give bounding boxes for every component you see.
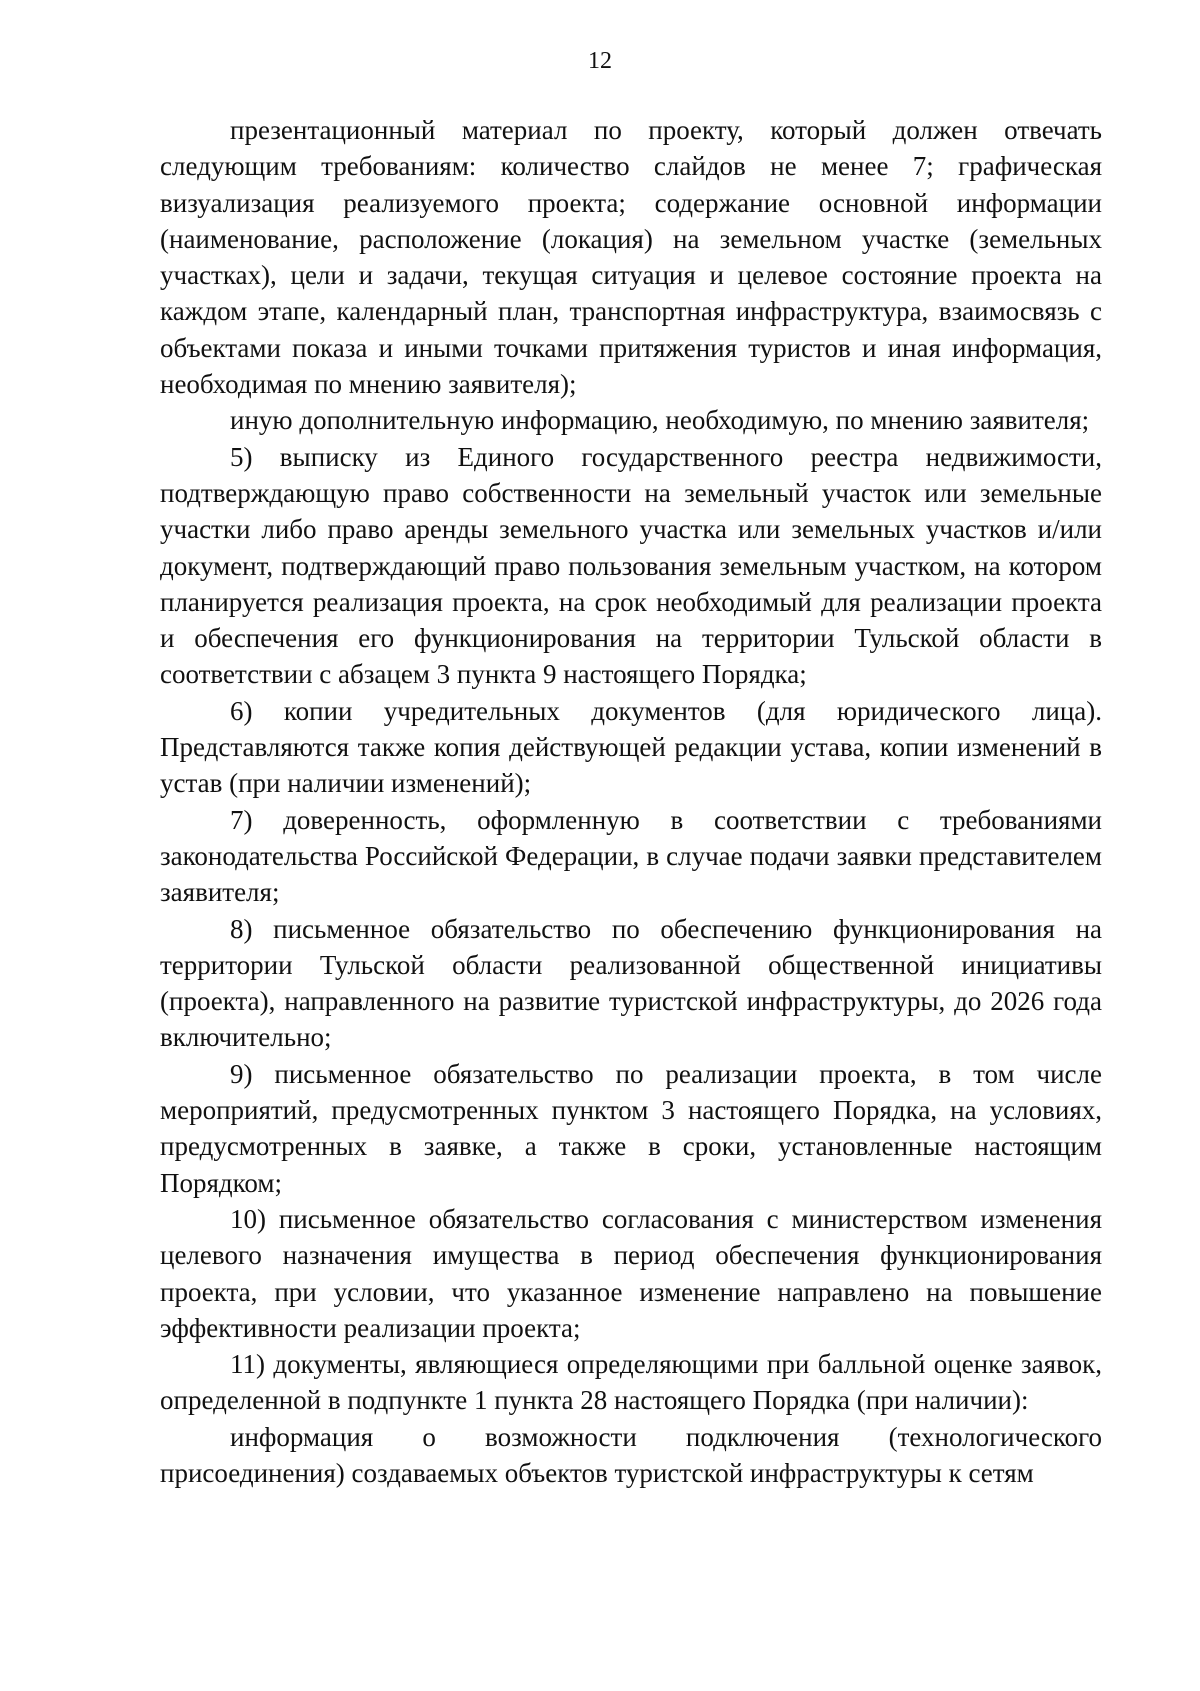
paragraph-item-10-approval-obligation: 10) письменное обязательство согласования с министерством изменения целевого назначения имущества в период обеспечения функционирования проекта, при условии, что указанное изменение направлено на повышение эффективности реализации проекта; [160, 1203, 1102, 1343]
paragraph-item-9-implementation-obligation: 9) письменное обязательство по реализации проекта, в том числе мероприятий, предусмотренных пунктом 3 настоящего Порядка, на условиях, предусмотренных в заявке, а также в сроки, установленные настоящим Порядком; [160, 1058, 1102, 1198]
paragraph-additional-information: иную дополнительную информацию, необходимую, по мнению заявителя; [230, 405, 1090, 436]
paragraph-connection-information: информация о возможности подключения (технологического присоединения) создаваемых объектов туристской инфраструктуры к сетям [160, 1421, 1102, 1488]
paragraph-presentation-material: презентационный материал по проекту, который должен отвечать следующим требованиям: количество слайдов не менее 7; графическая визуализация реализуемого проекта; содержание основной информации (наименование, расположение (локация) на земельном участке (земельных участках), цели и задачи, текущая ситуация и целевое состояние проекта на каждом этапе, календарный план, транспортная инфраструктура, взаимосвязь с объектами показа и иными точками притяжения туристов и иная информация, необходимая по мнению заявителя); [160, 115, 1102, 400]
page-number: 12 [588, 48, 612, 74]
paragraph-item-11-scoring-documents: 11) документы, являющиеся определяющими при балльной оценке заявок, определенной в подпункте 1 пункта 28 настоящего Порядка (при наличии): [160, 1349, 1102, 1416]
paragraph-item-5-egrn-extract: 5) выписку из Единого государственного реестра недвижимости, подтверждающую право собственности на земельный участок или земельные участки либо право аренды земельного участка или земельных участков и/или документ, подтверждающий право пользования земельным участком, на котором планируется реализация проекта, на срок необходимый для реализации проекта и обеспечения его функционирования на территории Тульской области в соответствии с абзацем 3 пункта 9 настоящего Порядка; [160, 441, 1102, 690]
paragraph-item-6-founding-documents: 6) копии учредительных документов (для юридического лица). Представляются также копия действующей редакции устава, копии изменений в устав (при наличии изменений); [160, 695, 1102, 799]
paragraph-item-7-power-of-attorney: 7) доверенность, оформленную в соответствии с требованиями законодательства Российской Федерации, в случае подачи заявки представителем заявителя; [160, 804, 1102, 908]
paragraph-item-8-operation-obligation: 8) письменное обязательство по обеспечению функционирования на территории Тульской области реализованной общественной инициативы (проекта), направленного на развитие туристской инфраструктуры, до 2026 года включительно; [160, 913, 1102, 1053]
document-body [160, 112, 1102, 1491]
